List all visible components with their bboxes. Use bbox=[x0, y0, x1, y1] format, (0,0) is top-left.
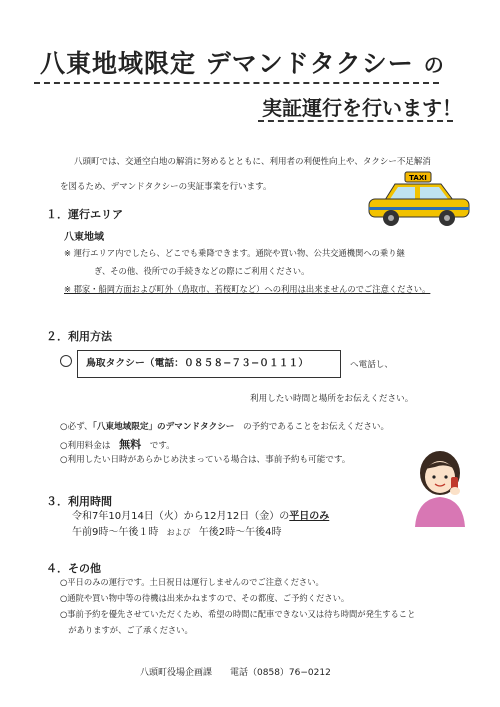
call-text: へ電話し、 bbox=[350, 360, 393, 370]
section1-note1-line1: ※ 運行エリア内でしたら、どこでも乗降できます。通院や買い物、公共交通機関への乗り継 bbox=[64, 248, 405, 258]
section4-heading: ４．その他 bbox=[46, 562, 101, 575]
section4-list bbox=[60, 574, 480, 638]
subtitle-divider bbox=[258, 120, 453, 122]
section1-area: 八東地域 bbox=[64, 232, 104, 243]
section4-line-3: ○事前予約を優先させていただくため、希望の時間に配車できない又は待ち時間が発生すること bbox=[60, 609, 416, 619]
section3-heading: ３．利用時間 bbox=[46, 495, 112, 508]
hours-and: および bbox=[166, 528, 191, 537]
bullet-circle-icon bbox=[60, 355, 72, 367]
section4-line-2: ○通院や買い物中等の待機は出来かねますので、その都度、ご予約ください。 bbox=[60, 593, 350, 603]
footer-office: 八頭町役場企画課 bbox=[140, 668, 213, 678]
point-1-post: の予約であることをお伝えください。 bbox=[243, 422, 390, 432]
dates-line bbox=[72, 507, 329, 522]
taxi-illustration bbox=[363, 170, 473, 230]
dates-emphasis: 平日のみ bbox=[289, 511, 330, 522]
point-2-pre: ○利用料金は bbox=[60, 441, 111, 451]
hours-pm: 午後2時〜午後4時 bbox=[198, 527, 282, 538]
intro-line-1: 八頭町では、交通空白地の解消に努めるとともに、利用者の利便性向上や、タクシー不足解消 bbox=[74, 157, 431, 167]
page-title bbox=[40, 44, 445, 80]
point-3: ○利用したい日時があらかじめ決まっている場合は、事前予約も可能です。 bbox=[60, 455, 351, 465]
page-subtitle: 実証運行を行います！ bbox=[262, 96, 462, 120]
section1-note1-line2: ぎ、その他、役所での手続きなどの際にご利用ください。 bbox=[94, 266, 310, 276]
point-2-bold: 無料 bbox=[119, 438, 142, 451]
hours-am: 午前9時〜午後１時 bbox=[72, 527, 159, 538]
point-2 bbox=[60, 436, 175, 452]
person-phone-illustration bbox=[405, 447, 475, 527]
section4-line-1: ○平日のみの運行です。土日祝日は運行しませんのでご注意ください。 bbox=[60, 577, 324, 587]
taxi-contact-box: 鳥取タクシー（電話：０８５８−７３−０１１１） bbox=[77, 350, 341, 378]
point-1-pre: ○必ず、 bbox=[60, 422, 93, 432]
taxi-sign-label: TAXI bbox=[409, 174, 427, 182]
title-particle: の bbox=[423, 53, 445, 77]
point-1 bbox=[60, 420, 389, 432]
section1-heading: １．運行エリア bbox=[46, 208, 123, 221]
dates-text: 令和7年10月14日（火）から12月12日（金）の bbox=[72, 511, 290, 522]
footer-contact bbox=[140, 665, 331, 678]
point-1-bold: 「八東地域限定」のデマンドタクシー bbox=[92, 422, 235, 432]
hours-line bbox=[72, 523, 281, 538]
section2-heading: ２．利用方法 bbox=[46, 330, 112, 343]
section4-line-4: がありますが、ご了承ください。 bbox=[60, 625, 193, 635]
section1-notes bbox=[64, 244, 474, 298]
tell-text: 利用したい時間と場所をお伝えください。 bbox=[250, 394, 414, 404]
footer-phone: 電話（0858）76−0212 bbox=[230, 668, 331, 678]
title-main: 八東地域限定 デマンドタクシー bbox=[40, 49, 414, 78]
point-2-post: です。 bbox=[149, 441, 175, 451]
intro-line-2: を図るため、デマンドタクシーの実証事業を行います。 bbox=[60, 182, 272, 192]
title-divider bbox=[34, 82, 439, 84]
section1-note2: ※ 郡家・船岡方面および町外（鳥取市、若桜町など）への利用は出来ませんのでご注意ください。 bbox=[64, 284, 431, 294]
